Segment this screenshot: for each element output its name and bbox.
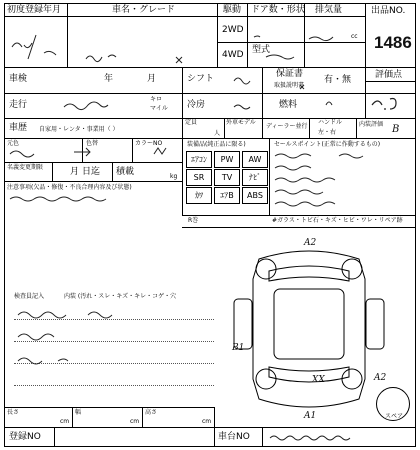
length-label: 長さ (7, 409, 20, 416)
history-options: 自家用・レンタ・事業用（ ） (39, 126, 119, 133)
interior-checks: 内装 (汚れ・スレ・キズ・キレ・コゲ・穴 (64, 293, 177, 300)
shift-label: シフト (187, 74, 215, 84)
header-handwriting (4, 17, 364, 67)
model-label: 型式 (252, 45, 271, 55)
inspection-month-unit: 月 (147, 74, 157, 84)
km-unit: キロ (150, 96, 163, 103)
chassis-no-label: 車台NO (218, 432, 250, 442)
equip-aircon: ｴｱｺﾝ (186, 151, 212, 168)
sales-footer: #ガラス・トビ石・キズ・ヒビ・ワレ・リペア跡 (272, 217, 403, 224)
notes-handwriting (4, 191, 182, 211)
r-count-label: R巻 (188, 217, 199, 224)
notes-label: 注意事項(欠品・修復・不良合理内容及び状態) (7, 184, 132, 191)
manual-label: 取扱説明書 (274, 82, 305, 89)
mile-unit: マイル (150, 105, 168, 112)
lot-number: 1486 (374, 33, 412, 52)
loading-unit: kg (170, 173, 178, 180)
equipment-label: 装備品(純正品に限る) (187, 141, 246, 148)
inspection-label: 車検 (9, 74, 28, 84)
inspection-year-unit: 年 (104, 74, 114, 84)
equip-leather: ｶﾜ (186, 187, 212, 204)
drive-label: 駆動 (223, 5, 242, 15)
mark-b1-left: B1 (232, 343, 245, 353)
loading-label: 積載 (116, 167, 135, 177)
length-unit: cm (60, 418, 70, 425)
first-registration-label: 初度登録年月 (7, 5, 62, 15)
height-unit: cm (202, 418, 212, 425)
color-handwriting (4, 138, 182, 162)
equip-sunroof: SR (186, 169, 212, 186)
mark-a2-right: A2 (374, 373, 387, 383)
color-number-label: カラーNO (135, 140, 163, 147)
history-label: 車歴 (9, 123, 28, 133)
reg-no-label: 登録NO (9, 432, 41, 442)
handle-label: ハンドル (318, 119, 343, 126)
auction-sheet (4, 3, 416, 447)
interior-score-value: B (392, 124, 400, 135)
width-label: 幅 (75, 409, 82, 416)
equip-airbag: ｴｱB (214, 187, 240, 204)
fuel-label: 燃料 (279, 100, 298, 110)
score-label: 評価点 (375, 70, 403, 80)
mark-a1-bottom: A1 (304, 411, 317, 421)
opt-4wd: 4WD (222, 50, 244, 60)
displacement-label: 排気量 (315, 5, 343, 15)
current-color-label: 色替 (86, 140, 99, 147)
opt-2wd: 2WD (222, 25, 244, 35)
spare-label: スペア (385, 413, 404, 420)
capacity-label: 定員 (185, 119, 198, 126)
mark-a2-top: A2 (304, 238, 317, 248)
sales-point-label: セールスポイント(正常に作動するもの) (274, 141, 381, 148)
row2-handwriting (4, 67, 416, 118)
inspector-label: 検査員記入 (14, 293, 45, 300)
mileage-label: 走行 (9, 100, 28, 110)
equip-power-window: PW (214, 151, 240, 168)
name-change-month: 月 (70, 167, 80, 177)
width-unit: cm (130, 418, 140, 425)
original-color-label: 元色 (7, 140, 20, 147)
import-label: ディーラー並行 (266, 123, 308, 130)
chassis-handwriting (266, 430, 406, 444)
warranty-options: 有・無 (324, 75, 352, 85)
height-label: 高さ (145, 409, 158, 416)
handle-options: 左・右 (318, 129, 337, 136)
equip-navi: ﾅﾋﾞ (242, 169, 268, 186)
inspector-handwriting (14, 303, 214, 383)
equip-alloy-wheel: AW (242, 151, 268, 168)
capacity-unit: 人 (214, 130, 221, 137)
name-change-label: 名義変更期限 (7, 164, 44, 171)
mark-xx: XX (312, 375, 325, 385)
cc-unit: cc (351, 33, 358, 40)
warranty-label: 保証書 (276, 69, 304, 79)
sales-point-handwriting (269, 148, 416, 216)
aircon-label: 冷房 (187, 100, 206, 110)
door-label: ドア数・形状 (251, 5, 305, 15)
equip-tv: TV (214, 169, 240, 186)
interior-score-label: 内装評価 (359, 121, 384, 128)
car-name-label: 車名・グレード (112, 5, 176, 15)
exterior-model-label: 外車モデル (226, 119, 256, 126)
equip-abs: ABS (242, 187, 268, 204)
lot-label: 出品NO. (371, 6, 406, 16)
name-change-day: 日迄 (82, 167, 101, 177)
